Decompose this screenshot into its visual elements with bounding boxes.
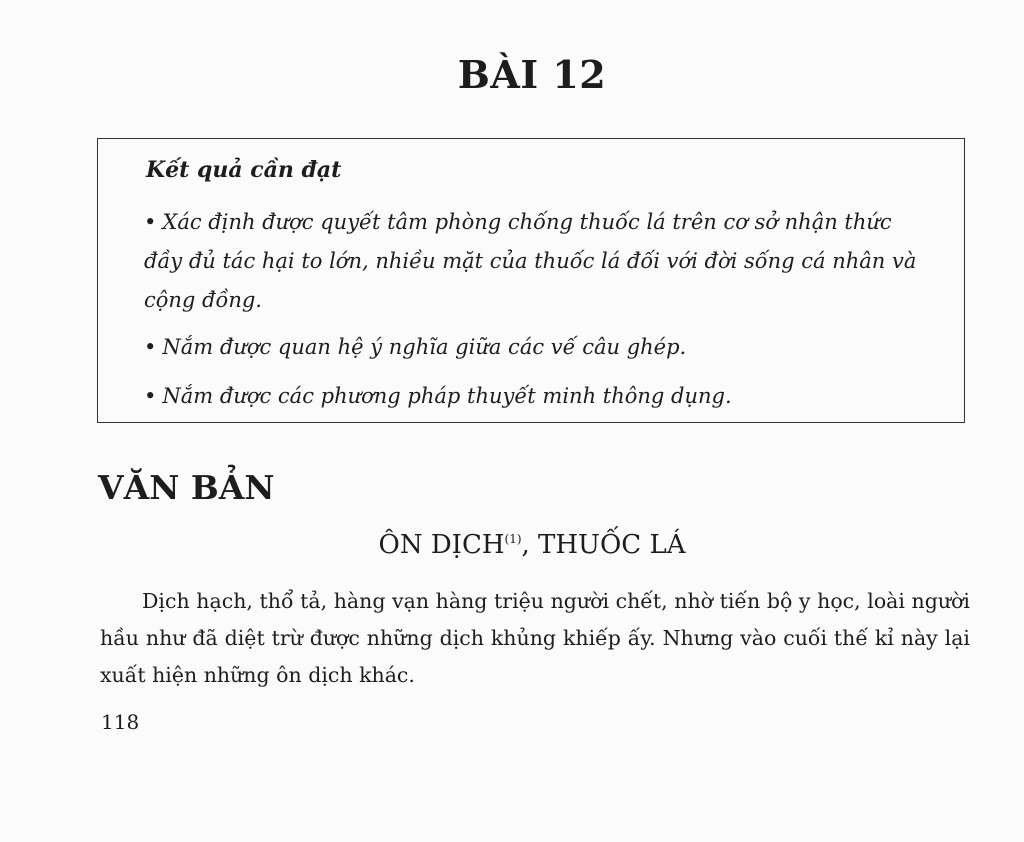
text-title bbox=[0, 530, 1024, 560]
section-heading: VĂN BẢN bbox=[98, 468, 275, 507]
objectives-heading: Kết quả cần đạt bbox=[146, 157, 342, 183]
bullet-icon: • bbox=[144, 335, 157, 359]
objective-item bbox=[144, 328, 934, 367]
objective-text: Nắm được quan hệ ý nghĩa giữa các vế câu ghép. bbox=[162, 335, 687, 359]
footnote-marker[interactable]: (1) bbox=[504, 532, 522, 546]
objectives-box bbox=[97, 138, 965, 423]
text-title-main: ÔN DỊCH bbox=[378, 530, 505, 560]
lesson-title: BÀI 12 bbox=[457, 52, 607, 97]
objective-item bbox=[144, 203, 934, 320]
bullet-icon: • bbox=[144, 384, 157, 408]
objective-text: Nắm được các phương pháp thuyết minh thông dụng. bbox=[162, 384, 732, 408]
body-paragraph: Dịch hạch, thổ tả, hàng vạn hàng triệu người chết, nhờ tiến bộ y học, loài người hầu như đã diệt trừ được những dịch khủng khiếp ấy. Nhưng vào cuối thế kỉ này lại xuất hiện những ôn dịch khác. bbox=[100, 589, 970, 687]
bullet-icon: • bbox=[144, 210, 157, 234]
objective-text: Xác định được quyết tâm phòng chống thuốc lá trên cơ sở nhận thức đầy đủ tác hại to lớn, nhiều mặt của thuốc lá đối với đời sống cá nhân và cộng đồng. bbox=[144, 210, 917, 312]
text-title-rest: , THUỐC LÁ bbox=[521, 530, 686, 560]
objective-item bbox=[144, 377, 934, 416]
page-number: 118 bbox=[101, 710, 140, 734]
